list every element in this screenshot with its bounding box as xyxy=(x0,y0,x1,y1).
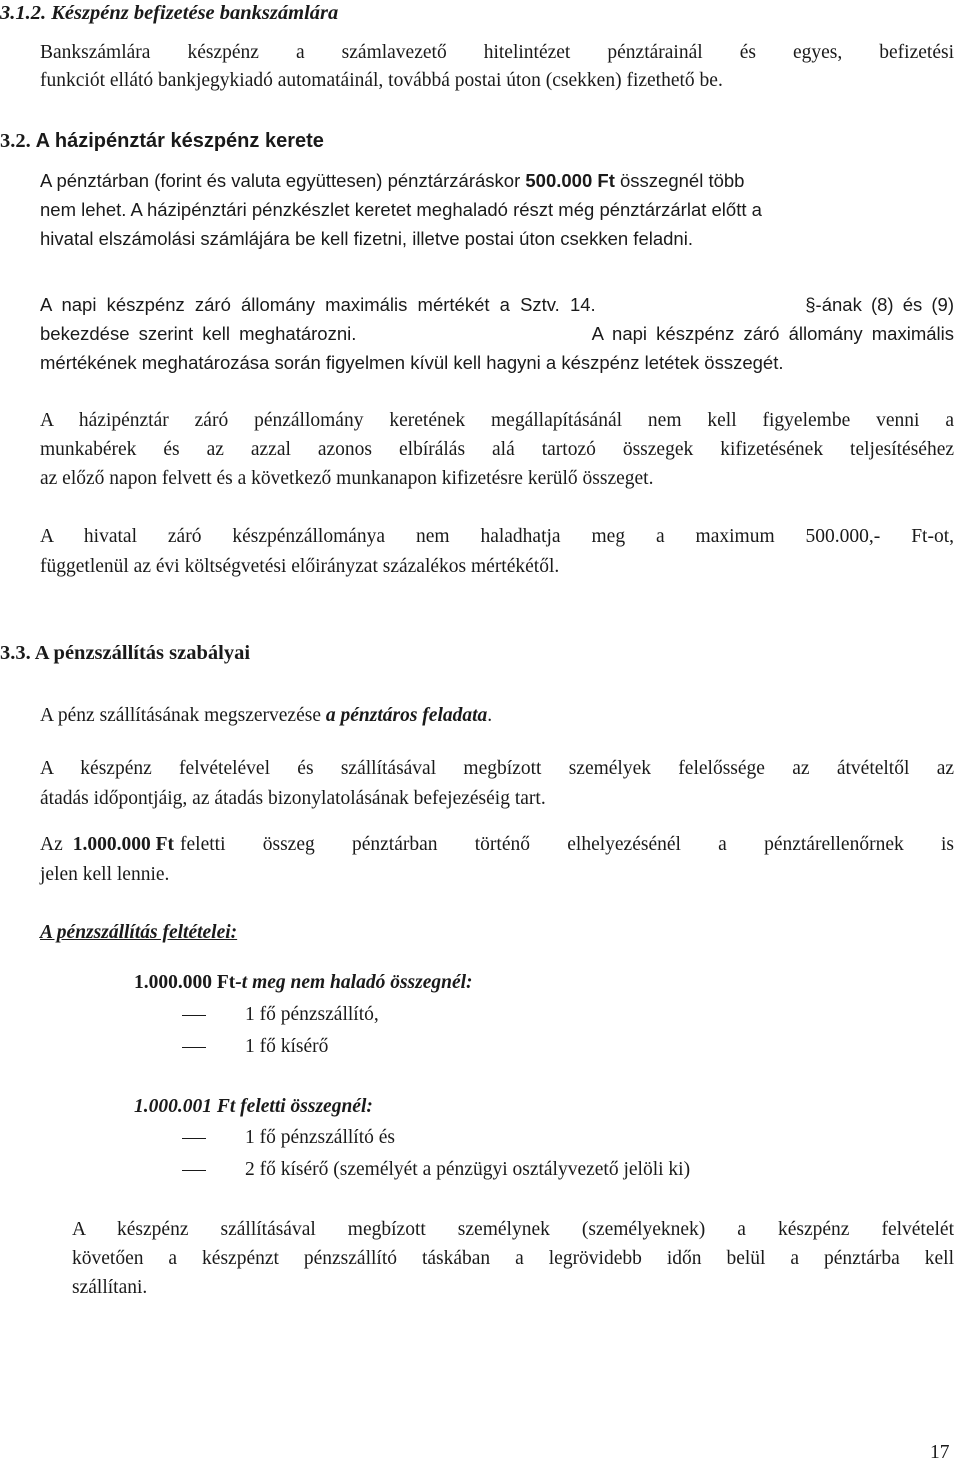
text-span: bekezdése szerint kell meghatározni. xyxy=(40,323,357,344)
emphasis: a pénztáros feladata xyxy=(325,705,488,726)
paragraph-line: az előző napon felvett és a következő munkanapon kifizetésre kerülő összeget. xyxy=(40,468,654,489)
paragraph-line xyxy=(40,294,954,315)
text-span: feletti összeg pénztárban történő elhelyezésénél a pénztárellenőrnek is xyxy=(180,834,954,855)
amount: 500.000 Ft xyxy=(525,170,615,191)
paragraph-line: szállítani. xyxy=(72,1277,148,1298)
list-item: 1 fő pénzszállító, xyxy=(245,1004,379,1025)
paragraph-line: függetlenül az évi költségvetési előirányzat százalékos mértékétől. xyxy=(40,556,560,577)
paragraph-line: A hivatal záró készpénzállománya nem haladhatja meg a maximum 500.000,- Ft-ot, xyxy=(40,526,954,547)
list-item: 1 fő pénzszállító és xyxy=(245,1127,395,1148)
dash-bullet xyxy=(182,1015,206,1016)
section-heading-3-1-2 xyxy=(0,2,338,26)
conditions-title: A pénzszállítás feltételei: xyxy=(40,922,238,943)
section-title: A házipénztár készpénz kerete xyxy=(35,130,324,152)
text-span: összegnél több xyxy=(620,170,745,191)
dash-bullet xyxy=(182,1047,206,1048)
list-item: 1 fő kísérő xyxy=(245,1036,329,1057)
text-span: §-ának (8) és (9) xyxy=(805,294,954,315)
condition-heading-1 xyxy=(134,972,473,994)
paragraph-line: követően a készpénzt pénzszállító táskában a legrövidebb időn belül a pénztárba kell xyxy=(72,1248,954,1269)
section-number: 3.2. xyxy=(0,130,31,152)
paragraph-line: jelen kell lennie. xyxy=(40,864,170,885)
page-number: 17 xyxy=(930,1442,950,1463)
text-span: Az xyxy=(40,834,63,855)
paragraph-line: munkabérek és az azzal azonos elbírálás alá tartozó összegek kifizetésének teljesítéséhez xyxy=(40,439,954,460)
dash-bullet xyxy=(182,1138,206,1139)
text-span: A napi készpénz záró állomány maximális mértékét a Sztv. 14. xyxy=(40,294,596,315)
paragraph-line: A készpénz szállításával megbízott személynek (személyeknek) a készpénz felvételét xyxy=(72,1219,954,1240)
paragraph-line xyxy=(40,705,492,727)
text-span: . xyxy=(487,705,493,726)
paragraph-line: átadás időpontjáig, az átadás bizonylatolásának befejezéséig tart. xyxy=(40,788,546,809)
text-span: A napi készpénz záró állomány maximális xyxy=(591,323,954,344)
list-item: 2 fő kísérő (személyét a pénzügyi osztályvezető jelöli ki) xyxy=(245,1159,691,1180)
section-title: A pénzszállítás szabályai xyxy=(34,642,251,664)
paragraph-line: A készpénz felvételével és szállításával megbízott személyek felelőssége az átvételtől az xyxy=(40,758,954,779)
text-span: A házipénztári pénzkészlet keretet meghaladó részt még pénztárzárlat előtt a xyxy=(130,199,762,220)
section-number: 3.3. xyxy=(0,642,31,664)
paragraph-line: funkciót ellátó bankjegykiadó automatáinál, továbbá postai úton (csekken) fizethető be. xyxy=(40,70,723,91)
amount: 1.000.000 Ft xyxy=(72,834,175,855)
section-title: Készpénz befizetése bankszámlára xyxy=(51,2,339,24)
section-heading-3-2 xyxy=(0,130,324,154)
text-span: nem lehet. xyxy=(40,199,127,220)
paragraph-line xyxy=(40,323,954,344)
section-heading-3-3 xyxy=(0,642,250,666)
text-span: -t meg nem haladó összegnél: xyxy=(235,972,473,993)
amount: 1.000.000 Ft xyxy=(134,972,236,993)
text-span: A pénztárban (forint és valuta együttesen) pénztárzáráskor xyxy=(40,170,521,191)
paragraph-line: hivatal elszámolási számlájára be kell fizetni, illetve postai úton csekken feladni. xyxy=(40,228,693,249)
paragraph-line xyxy=(40,170,744,191)
condition-heading-2: 1.000.001 Ft feletti összegnél: xyxy=(134,1096,373,1117)
section-number: 3.1.2. xyxy=(0,2,47,24)
paragraph-line xyxy=(40,834,954,856)
paragraph-line: Bankszámlára készpénz a számlavezető hitelintézet pénztárainál és egyes, befizetési xyxy=(40,42,954,63)
paragraph-line xyxy=(40,199,762,220)
paragraph-line: mértékének meghatározása során figyelmen kívül kell hagyni a készpénz letétek összegét. xyxy=(40,352,784,373)
text-span: A pénz szállításának megszervezése xyxy=(40,705,321,726)
dash-bullet xyxy=(182,1170,206,1171)
paragraph-line: A házipénztár záró pénzállomány keretének megállapításánál nem kell figyelembe venni a xyxy=(40,410,954,431)
